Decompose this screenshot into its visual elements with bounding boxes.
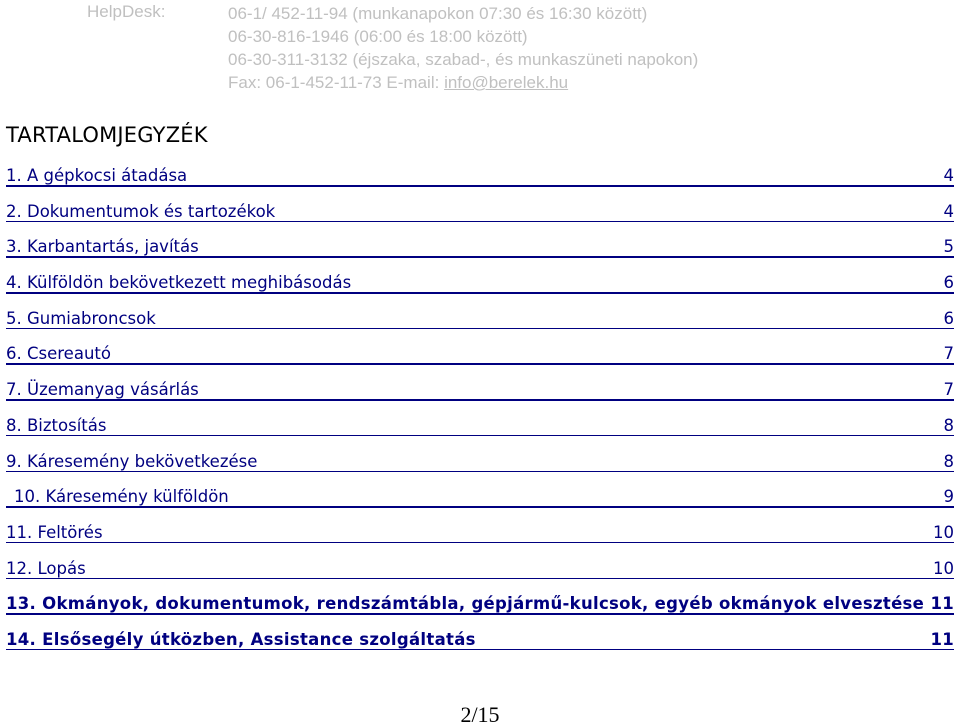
email-link[interactable]: info@berelek.hu (444, 73, 569, 92)
toc-entry-text: 6. Csereautó (6, 344, 111, 364)
toc-entry-page: 6 (943, 308, 954, 328)
fax-email-prefix: Fax: 06-1-452-11-73 E-mail: (228, 73, 445, 92)
toc-entry-text: 12. Lopás (6, 558, 86, 578)
toc-underline (6, 542, 954, 544)
toc-entry[interactable] (6, 448, 954, 484)
toc-entry-page: 10 (933, 522, 954, 542)
toc-underline (6, 578, 954, 580)
toc-underline (6, 185, 954, 187)
toc-entry-text: 10. Káresemény külföldön (14, 487, 229, 507)
toc-entry-page: 8 (943, 451, 954, 471)
toc-entry-text: 4. Külföldön bekövetkezett meghibásodás (6, 273, 352, 293)
toc-entry[interactable] (6, 412, 954, 448)
toc-entry-page: 7 (943, 344, 954, 364)
toc-entry-text: 13. Okmányok, dokumentumok, rendszámtábla, gépjármű-kulcsok, egyéb okmányok elvesztése (6, 594, 925, 614)
toc-title: TARTALOMJEGYZÉK (6, 123, 208, 147)
toc-entry-page: 11 (930, 594, 954, 614)
toc-entry-text: 14. Elsősegély útközben, Assistance szolgáltatás (6, 629, 476, 649)
toc-entry[interactable] (6, 340, 954, 376)
helpdesk-label: HelpDesk: (87, 2, 166, 21)
helpdesk-fax-email-line (228, 71, 698, 94)
toc-entry-text: 8. Biztosítás (6, 415, 107, 435)
toc-underline (6, 363, 954, 365)
toc-entry-text: 7. Üzemanyag vásárlás (6, 380, 199, 400)
toc-entry-text: 3. Karbantartás, javítás (6, 237, 199, 257)
toc-underline (6, 328, 954, 330)
toc-entry-text: 5. Gumiabroncsok (6, 308, 156, 328)
toc-entry-page: 10 (933, 558, 954, 578)
page-number (0, 702, 960, 728)
toc-entry[interactable] (6, 626, 954, 662)
toc-underline (6, 649, 954, 651)
toc-entry[interactable] (6, 483, 954, 519)
toc-entry[interactable] (6, 269, 954, 305)
toc-underline (6, 613, 954, 615)
toc-entry-page: 5 (943, 237, 954, 257)
toc-underline (6, 256, 954, 258)
toc-underline (6, 221, 954, 223)
toc-entry-text: 2. Dokumentumok és tartozékok (6, 201, 276, 221)
helpdesk-phone-line: 06-1/ 452-11-94 (munkanapokon 07:30 és 16:30 között) (228, 4, 648, 23)
toc-underline (6, 471, 954, 473)
toc-entry[interactable] (6, 376, 954, 412)
toc-entry-page: 9 (943, 487, 954, 507)
toc-entry-page: 8 (943, 415, 954, 435)
toc-entry-page: 11 (930, 629, 954, 649)
helpdesk-phone-line: 06-30-816-1946 (06:00 és 18:00 között) (228, 27, 528, 46)
toc-entry[interactable] (6, 305, 954, 341)
toc-entry-page: 6 (943, 273, 954, 293)
toc-entry-text: 9. Káresemény bekövetkezése (6, 451, 258, 471)
toc-entry-text: 1. A gépkocsi átadása (6, 166, 188, 185)
toc-list (6, 162, 954, 662)
toc-entry-text: 11. Feltörés (6, 522, 103, 542)
page-number-text: 2/15 (460, 702, 500, 727)
toc-entry[interactable] (6, 198, 954, 234)
toc-entry[interactable] (6, 555, 954, 591)
toc-underline (6, 292, 954, 294)
toc-entry-page: 7 (943, 380, 954, 400)
toc-underline (6, 435, 954, 437)
toc-entry[interactable] (6, 162, 954, 198)
toc-underline (6, 506, 954, 508)
toc-underline (6, 399, 954, 401)
toc-entry-page: 4 (943, 166, 954, 185)
toc-entry[interactable] (6, 519, 954, 555)
helpdesk-phone-line: 06-30-311-3132 (éjszaka, szabad-, és munkaszüneti napokon) (228, 50, 699, 69)
toc-entry-page: 4 (943, 201, 954, 221)
toc-entry[interactable] (6, 590, 954, 626)
toc-entry[interactable] (6, 233, 954, 269)
helpdesk-contacts (228, 2, 698, 94)
